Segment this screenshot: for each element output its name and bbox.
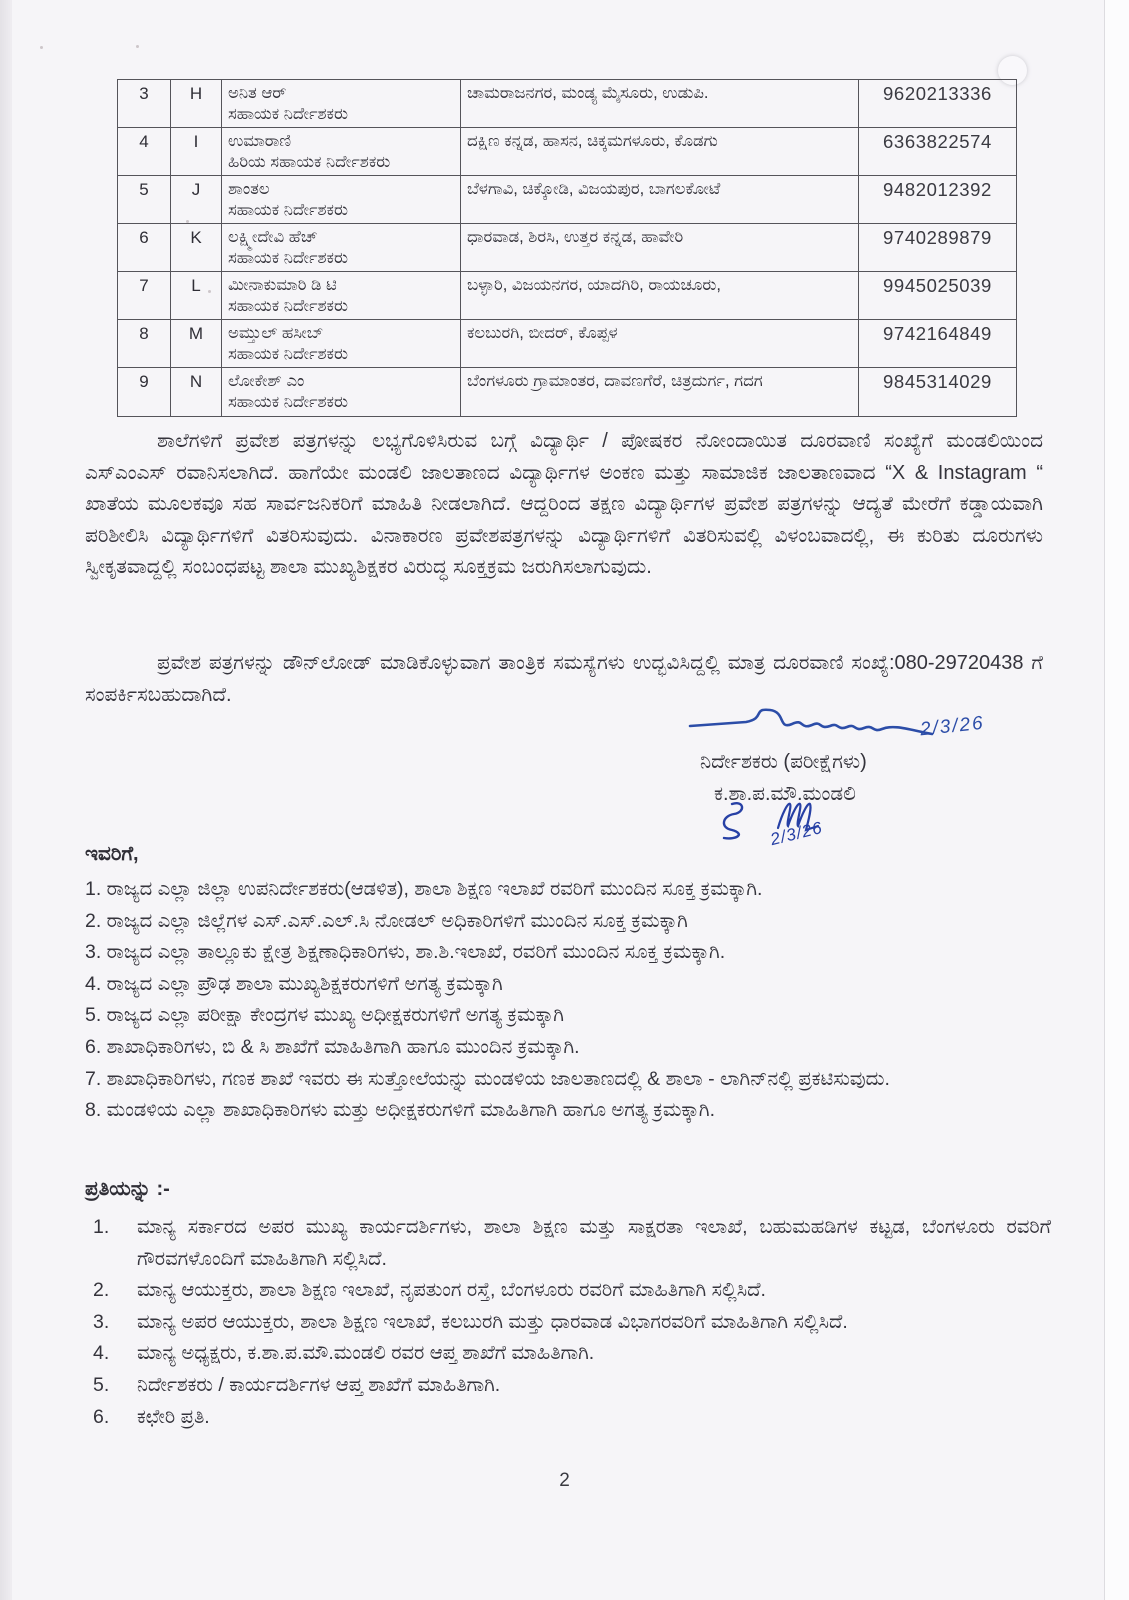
table-row [118, 224, 1017, 272]
to-list-item: 8. ಮಂಡಳಿಯ ಎಲ್ಲಾ ಶಾಖಾಧಿಕಾರಿಗಳು ಮತ್ತು ಅಧೀಕ್ಷಕರುಗಳಿಗೆ ಮಾಹಿತಿಗಾಗಿ ಹಾಗೂ ಅಗತ್ಯ ಕ್ರಮಕ್ಕಾಗಿ. [85, 1099, 716, 1122]
body-paragraph-1: ಶಾಲೆಗಳಿಗೆ ಪ್ರವೇಶ ಪತ್ರಗಳನ್ನು ಲಭ್ಯಗೊಳಿಸಿರುವ ಬಗ್ಗೆ ವಿದ್ಯಾರ್ಥಿ / ಪೋಷಕರ ನೋಂದಾಯಿತ ದೂರವಾಣಿ ಸಂಖ್ಯೆಗೆ ಮಂಡಲಿಯಿಂದ ಎಸ್‌ಎಂಎಸ್ ರವಾನಿಸಲಾಗಿದೆ. ಹಾಗೆಯೇ ಮಂಡಲಿ ಜಾಲತಾಣದ ವಿದ್ಯಾರ್ಥಿಗಳ ಅಂಕಣ ಮತ್ತು ಸಾಮಾಜಿಕ ಜಾಲತಾಣವಾದ “X & Instagram “ ಖಾತೆಯ ಮೂಲಕವೂ ಸಹ ಸಾರ್ವಜನಿಕರಿಗೆ ಮಾಹಿತಿ ನೀಡಲಾಗಿದೆ. ಆದ್ದರಿಂದ ತಕ್ಷಣ ವಿದ್ಯಾರ್ಥಿಗಳ ಪ್ರವೇಶ ಪತ್ರಗಳನ್ನು ಆದ್ಯತೆ ಮೇರೆಗೆ ಕಡ್ಡಾಯವಾಗಿ ಪರಿಶೀಲಿಸಿ ವಿದ್ಯಾರ್ಥಿಗಳಿಗೆ ವಿತರಿಸುವುದು. ವಿನಾಕಾರಣ ಪ್ರವೇಶಪತ್ರಗಳನ್ನು ವಿದ್ಯಾರ್ಥಿಗಳಿಗೆ ವಿತರಿಸುವಲ್ಲಿ ವಿಳಂಬವಾದಲ್ಲಿ, ಈ ಕುರಿತು ದೂರುಗಳು ಸ್ವೀಕೃತವಾದ್ದಲ್ಲಿ ಸಂಬಂಧಪಟ್ಟ ಶಾಲಾ ಮುಖ್ಯಶಿಕ್ಷಕರ ವಿರುದ್ಧ ಸೂಕ್ತಕ್ರಮ ಜರುಗಿಸಲಾಗುವುದು. [85, 430, 1043, 578]
phone-cell: 9845314029 [859, 368, 1017, 417]
copy-section-header: ಪ್ರತಿಯನ್ನು :- [85, 1178, 170, 1200]
officer-designation: ಹಿರಿಯ ಸಹಾಯಕ ನಿರ್ದೇಶಕರು [228, 153, 391, 171]
to-list-item: 3. ರಾಜ್ಯದ ಎಲ್ಲಾ ತಾಲ್ಲೂಕು ಕ್ಷೇತ್ರ ಶಿಕ್ಷಣಾಧಿಕಾರಿಗಳು, ಶಾ.ಶಿ.ಇಲಾಖೆ, ರವರಿಗೆ ಮುಂದಿನ ಸೂಕ್ತ ಕ್ರಮಕ್ಕಾಗಿ. [85, 941, 726, 964]
scan-right-edge [1104, 0, 1129, 1600]
initials-date-scrawl: 2/3/26 [768, 817, 825, 850]
body-paragraph-2: ಪ್ರವೇಶ ಪತ್ರಗಳನ್ನು ಡೌನ್‌ಲೋಡ್ ಮಾಡಿಕೊಳ್ಳುವಾಗ ತಾಂತ್ರಿಕ ಸಮಸ್ಯೆಗಳು ಉದ್ಭವಿಸಿದ್ದಲ್ಲಿ ಮಾತ್ರ ದೂರವಾಣಿ ಸಂಖ್ಯೆ:080-29720438 ಗೆ ಸಂಪರ್ಕಿಸಬಹುದಾಗಿದೆ. [85, 652, 1043, 706]
phone-cell: 6363822574 [859, 128, 1017, 176]
zone-letter: I [171, 128, 222, 176]
zone-letter: L [171, 272, 222, 320]
copy-item-text: ನಿರ್ದೇಶಕರು / ಕಾರ್ಯದರ್ಶಿಗಳ ಆಪ್ತ ಶಾಖೆಗೆ ಮಾಹಿತಿಗಾಗಿ. [137, 1373, 501, 1396]
to-list-item: 2. ರಾಜ್ಯದ ಎಲ್ಲಾ ಜಿಲ್ಲೆಗಳ ಎಸ್.ಎಸ್.ಎಲ್.ಸಿ ನೋಡಲ್ ಅಧಿಕಾರಿಗಳಿಗೆ ಮುಂದಿನ ಸೂಕ್ತ ಕ್ರಮಕ್ಕಾಗಿ [85, 909, 688, 932]
districts-cell: ಬೆಂಗಳೂರು ಗ್ರಾಮಾಂತರ, ದಾವಣಗೆರೆ, ಚಿತ್ರದುರ್ಗ, ಗದಗ [461, 368, 859, 417]
districts-cell: ಬೆಳಗಾವಿ, ಚಿಕ್ಕೋಡಿ, ವಿಜಯಪುರ, ಬಾಗಲಕೋಟೆ [461, 176, 859, 224]
copy-item-number: 5. [93, 1373, 110, 1396]
officer-name: ಲಕ್ಷ್ಮೀದೇವಿ ಹೆಚ್ [228, 228, 318, 246]
phone-cell: 9620213336 [859, 80, 1017, 128]
scan-left-edge [0, 0, 12, 1600]
copy-item-text: ಕಛೇರಿ ಪ್ರತಿ. [137, 1405, 210, 1428]
officer-name-cell [222, 272, 461, 320]
page-number: 2 [559, 1470, 570, 1491]
officer-designation: ಸಹಾಯಕ ನಿರ್ದೇಶಕರು [228, 105, 348, 123]
signature-date-scrawl: 2/3/26 [919, 712, 986, 741]
districts-cell: ಧಾರವಾಡ, ಶಿರಸಿ, ಉತ್ತರ ಕನ್ನಡ, ಹಾವೇರಿ [461, 224, 859, 272]
officer-name: ಲೋಕೇಶ್ ಎಂ [228, 372, 305, 390]
copy-list-item [93, 1212, 1051, 1275]
to-list-item: 6. ಶಾಖಾಧಿಕಾರಿಗಳು, ಬಿ & ಸಿ ಶಾಖೆಗೆ ಮಾಹಿತಿಗಾಗಿ ಹಾಗೂ ಮುಂದಿನ ಕ್ರಮಕ್ಕಾಗಿ. [85, 1035, 580, 1058]
table-row [118, 368, 1017, 417]
copy-item-number: 6. [93, 1405, 110, 1428]
officer-designation: ಸಹಾಯಕ ನಿರ್ದೇಶಕರು [228, 249, 348, 267]
copy-list-item [93, 1402, 1051, 1434]
signatory-organisation: ಕ.ಶಾ.ಪ.ಮೌ.ಮಂಡಲಿ [714, 783, 856, 805]
copy-item-number: 1. [93, 1216, 110, 1238]
officer-name: ಶಾಂತಲ [228, 180, 270, 198]
to-list-item: 5. ರಾಜ್ಯದ ಎಲ್ಲಾ ಪರೀಕ್ಷಾ ಕೇಂದ್ರಗಳ ಮುಖ್ಯ ಅಧೀಕ್ಷಕರುಗಳಿಗೆ ಅಗತ್ಯ ಕ್ರಮಕ್ಕಾಗಿ [85, 1004, 564, 1027]
row-number: 3 [118, 80, 171, 128]
officer-name-cell [222, 128, 461, 176]
officer-designation: ಸಹಾಯಕ ನಿರ್ದೇಶಕರು [228, 297, 348, 315]
officer-name-cell [222, 80, 461, 128]
scan-speck [136, 45, 139, 48]
zone-letter: J [171, 176, 222, 224]
officer-name: ಅಮ್ತುಲ್ ಹಸೀಬ್ [228, 324, 324, 342]
to-list-item: 4. ರಾಜ್ಯದ ಎಲ್ಲಾ ಪ್ರೌಢ ಶಾಲಾ ಮುಖ್ಯಶಿಕ್ಷಕರುಗಳಿಗೆ ಅಗತ್ಯ ಕ್ರಮಕ್ಕಾಗಿ [85, 972, 503, 995]
row-number: 5 [118, 176, 171, 224]
copy-list-item [93, 1275, 1051, 1307]
officer-name-cell [222, 368, 461, 417]
officer-name-cell [222, 176, 461, 224]
phone-cell: 9945025039 [859, 272, 1017, 320]
table-row [118, 320, 1017, 368]
districts-cell: ದಕ್ಷಿಣ ಕನ್ನಡ, ಹಾಸನ, ಚಿಕ್ಕಮಗಳೂರು, ಕೊಡಗು [461, 128, 859, 176]
officer-designation: ಸಹಾಯಕ ನಿರ್ದೇಶಕರು [228, 345, 348, 363]
officer-name-cell [222, 320, 461, 368]
zone-letter: N [171, 368, 222, 417]
table-row [118, 176, 1017, 224]
zone-letter: M [171, 320, 222, 368]
phone-cell: 9482012392 [859, 176, 1017, 224]
copy-list-item [93, 1307, 1051, 1339]
to-list [85, 874, 1045, 1127]
copy-list-item [93, 1338, 1051, 1370]
table-row [118, 272, 1017, 320]
table-row [118, 128, 1017, 176]
copy-list [93, 1212, 1051, 1433]
signatory-title: ನಿರ್ದೇಶಕರು (ಪರೀಕ್ಷೆಗಳು) [700, 751, 867, 773]
officers-table [117, 79, 1017, 417]
signature-ink-stroke [686, 700, 936, 750]
table-row [118, 80, 1017, 128]
to-section-header: ಇವರಿಗೆ, [85, 843, 139, 865]
copy-item-text: ಮಾನ್ಯ ಸರ್ಕಾರದ ಅಪರ ಮುಖ್ಯ ಕಾರ್ಯದರ್ಶಿಗಳು, ಶಾಲಾ ಶಿಕ್ಷಣ ಮತ್ತು ಸಾಕ್ಷರತಾ ಇಲಾಖೆ, ಬಹುಮಹಡಿಗಳ ಕಟ್ಟಡ, ಬೆಂಗಳೂರು ರವರಿಗೆ ಗೌರವಗಳೊಂದಿಗೆ ಮಾಹಿತಿಗಾಗಿ ಸಲ್ಲಿಸಿದೆ. [137, 1216, 1051, 1270]
phone-cell: 9740289879 [859, 224, 1017, 272]
officer-name: ಮೀನಾಕುಮಾರಿ ಡಿ ಟಿ [228, 276, 337, 294]
districts-cell: ಕಲಬುರಗಿ, ಬೀದರ್, ಕೊಪ್ಪಳ [461, 320, 859, 368]
scan-speck [40, 46, 43, 49]
row-number: 4 [118, 128, 171, 176]
zone-letter: H [171, 80, 222, 128]
districts-cell: ಬಳ್ಳಾರಿ, ವಿಜಯನಗರ, ಯಾದಗಿರಿ, ರಾಯಚೂರು, [461, 272, 859, 320]
officer-name: ಉಮಾರಾಣಿ [228, 132, 292, 150]
to-list-item: 7. ಶಾಖಾಧಿಕಾರಿಗಳು, ಗಣಕ ಶಾಖೆ ಇವರು ಈ ಸುತ್ತೋಲೆಯನ್ನು ಮಂಡಳಿಯ ಜಾಲತಾಣದಲ್ಲಿ & ಶಾಲಾ - ಲಾಗಿನ್‌ನಲ್ಲಿ ಪ್ರಕಟಿಸುವುದು. [85, 1067, 890, 1090]
districts-cell: ಚಾಮರಾಜನಗರ, ಮಂಡ್ಯ ಮೈಸೂರು, ಉಡುಪಿ. [461, 80, 859, 128]
zone-letter: K [171, 224, 222, 272]
copy-list-item [93, 1370, 1051, 1402]
phone-cell: 9742164849 [859, 320, 1017, 368]
row-number: 6 [118, 224, 171, 272]
to-list-item: 1. ರಾಜ್ಯದ ಎಲ್ಲಾ ಜಿಲ್ಲಾ ಉಪನಿರ್ದೇಶಕರು(ಆಡಳಿತ), ಶಾಲಾ ಶಿಕ್ಷಣ ಇಲಾಖೆ ರವರಿಗೆ ಮುಂದಿನ ಸೂಕ್ತ ಕ್ರಮಕ್ಕಾಗಿ. [85, 878, 763, 900]
officer-designation: ಸಹಾಯಕ ನಿರ್ದೇಶಕರು [228, 393, 348, 411]
copy-item-number: 3. [93, 1310, 110, 1333]
copy-item-text: ಮಾನ್ಯ ಆಯುಕ್ತರು, ಶಾಲಾ ಶಿಕ್ಷಣ ಇಲಾಖೆ, ನೃಪತುಂಗ ರಸ್ತೆ, ಬೆಂಗಳೂರು ರವರಿಗೆ ಮಾಹಿತಿಗಾಗಿ ಸಲ್ಲಿಸಿದೆ. [137, 1279, 766, 1302]
copy-item-number: 2. [93, 1279, 110, 1302]
row-number: 7 [118, 272, 171, 320]
officer-designation: ಸಹಾಯಕ ನಿರ್ದೇಶಕರು [228, 201, 348, 219]
copy-item-text: ಮಾನ್ಯ ಅಧ್ಯಕ್ಷರು, ಕ.ಶಾ.ಪ.ಮೌ.ಮಂಡಲಿ ರವರ ಆಪ್ತ ಶಾಖೆಗೆ ಮಾಹಿತಿಗಾಗಿ. [137, 1342, 595, 1365]
copy-item-text: ಮಾನ್ಯ ಅಪರ ಆಯುಕ್ತರು, ಶಾಲಾ ಶಿಕ್ಷಣ ಇಲಾಖೆ, ಕಲಬುರಗಿ ಮತ್ತು ಧಾರವಾಡ ವಿಭಾಗರವರಿಗೆ ಮಾಹಿತಿಗಾಗಿ ಸಲ್ಲಿಸಿದೆ. [137, 1310, 848, 1333]
copy-item-number: 4. [93, 1342, 110, 1365]
officer-name-cell [222, 224, 461, 272]
row-number: 9 [118, 368, 171, 417]
row-number: 8 [118, 320, 171, 368]
officer-name: ಅನಿತ ಆರ್ [228, 84, 287, 102]
